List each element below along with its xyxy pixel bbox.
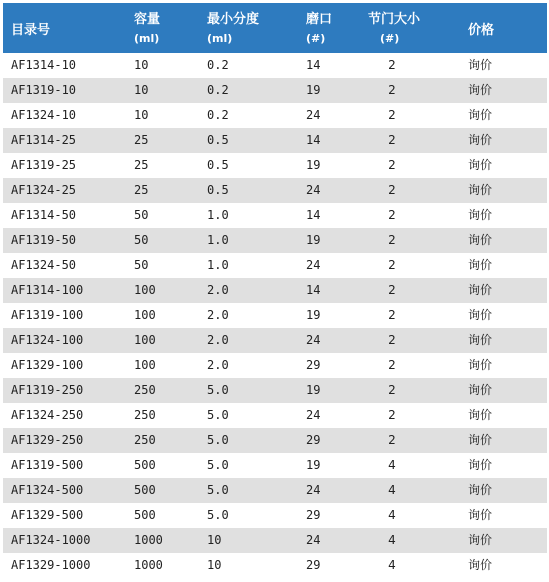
division-cell: 10 <box>207 533 222 547</box>
table-header <box>3 3 547 53</box>
capacity-cell: 10 <box>134 58 149 72</box>
price-cell[interactable]: 询价 <box>468 133 493 147</box>
price-cell[interactable]: 询价 <box>468 383 493 397</box>
table-row <box>3 153 547 178</box>
capacity-cell: 100 <box>134 333 156 347</box>
catalog-cell: AF1319-25 <box>11 158 77 172</box>
table-row <box>3 478 547 503</box>
table-row <box>3 253 547 278</box>
price-cell[interactable]: 询价 <box>468 333 493 347</box>
division-cell: 2.0 <box>207 308 229 322</box>
capacity-cell: 250 <box>134 433 156 447</box>
joint-cell: 24 <box>306 333 321 347</box>
division-cell: 10 <box>207 558 222 572</box>
header-division-label: 最小分度 <box>207 12 260 27</box>
capacity-cell: 100 <box>134 358 156 372</box>
joint-cell: 19 <box>306 83 321 97</box>
division-cell: 5.0 <box>207 383 229 397</box>
catalog-cell: AF1319-10 <box>11 83 77 97</box>
division-cell: 2.0 <box>207 333 229 347</box>
table-row <box>3 178 547 203</box>
joint-cell: 19 <box>306 233 321 247</box>
price-cell[interactable]: 询价 <box>468 83 493 97</box>
division-cell: 0.2 <box>207 83 229 97</box>
catalog-cell: AF1324-25 <box>11 183 77 197</box>
table-row <box>3 528 547 553</box>
division-cell: 5.0 <box>207 408 229 422</box>
joint-size-cell: 2 <box>388 133 396 147</box>
capacity-cell: 10 <box>134 83 149 97</box>
joint-cell: 24 <box>306 108 321 122</box>
capacity-cell: 500 <box>134 508 156 522</box>
table-row <box>3 428 547 453</box>
division-cell: 0.2 <box>207 108 229 122</box>
price-cell[interactable]: 询价 <box>468 533 493 547</box>
joint-size-cell: 4 <box>388 533 396 547</box>
capacity-cell: 1000 <box>134 533 163 547</box>
catalog-cell: AF1314-25 <box>11 133 77 147</box>
header-joint-size-unit: (#) <box>380 32 400 45</box>
joint-cell: 19 <box>306 158 321 172</box>
joint-cell: 19 <box>306 458 321 472</box>
table-row <box>3 378 547 403</box>
price-cell[interactable]: 询价 <box>468 258 493 272</box>
header-catalog-label: 目录号 <box>11 23 51 38</box>
division-cell: 0.2 <box>207 58 229 72</box>
joint-size-cell: 2 <box>388 283 396 297</box>
capacity-cell: 25 <box>134 183 149 197</box>
joint-cell: 14 <box>306 283 321 297</box>
header-joint-size-label: 节门大小 <box>368 12 421 27</box>
catalog-cell: AF1324-100 <box>11 333 84 347</box>
header-joint-label: 磨口 <box>306 12 333 27</box>
price-cell[interactable]: 询价 <box>468 458 493 472</box>
price-cell[interactable]: 询价 <box>468 508 493 522</box>
joint-size-cell: 4 <box>388 483 396 497</box>
joint-size-cell: 2 <box>388 408 396 422</box>
table-row <box>3 303 547 328</box>
price-cell[interactable]: 询价 <box>468 358 493 372</box>
table-row <box>3 553 547 578</box>
capacity-cell: 25 <box>134 158 149 172</box>
joint-size-cell: 4 <box>388 508 396 522</box>
joint-size-cell: 2 <box>388 233 396 247</box>
joint-size-cell: 2 <box>388 308 396 322</box>
table-row <box>3 128 547 153</box>
capacity-cell: 50 <box>134 258 149 272</box>
price-cell[interactable]: 询价 <box>468 483 493 497</box>
table-row <box>3 453 547 478</box>
joint-cell: 29 <box>306 508 321 522</box>
division-cell: 5.0 <box>207 508 229 522</box>
division-cell: 5.0 <box>207 433 229 447</box>
price-cell[interactable]: 询价 <box>468 283 493 297</box>
table-row <box>3 503 547 528</box>
joint-size-cell: 2 <box>388 58 396 72</box>
joint-cell: 14 <box>306 133 321 147</box>
catalog-cell: AF1319-500 <box>11 458 84 472</box>
table-body <box>3 53 547 578</box>
price-cell[interactable]: 询价 <box>468 58 493 72</box>
joint-cell: 14 <box>306 208 321 222</box>
division-cell: 5.0 <box>207 458 229 472</box>
header-capacity-unit: (ml) <box>134 32 160 45</box>
joint-size-cell: 4 <box>388 458 396 472</box>
table-row <box>3 353 547 378</box>
table-row <box>3 78 547 103</box>
joint-cell: 14 <box>306 58 321 72</box>
capacity-cell: 10 <box>134 108 149 122</box>
table-row <box>3 328 547 353</box>
joint-cell: 29 <box>306 558 321 572</box>
table-row <box>3 203 547 228</box>
catalog-cell: AF1329-100 <box>11 358 84 372</box>
capacity-cell: 100 <box>134 283 156 297</box>
joint-cell: 19 <box>306 308 321 322</box>
joint-size-cell: 2 <box>388 333 396 347</box>
price-cell[interactable]: 询价 <box>468 208 493 222</box>
catalog-cell: AF1319-50 <box>11 233 77 247</box>
catalog-cell: AF1314-50 <box>11 208 77 222</box>
division-cell: 1.0 <box>207 208 229 222</box>
table-row <box>3 53 547 78</box>
table-row <box>3 403 547 428</box>
division-cell: 5.0 <box>207 483 229 497</box>
joint-size-cell: 4 <box>388 558 396 572</box>
header-joint-unit: (#) <box>306 32 326 45</box>
capacity-cell: 50 <box>134 208 149 222</box>
joint-cell: 24 <box>306 183 321 197</box>
division-cell: 2.0 <box>207 358 229 372</box>
catalog-cell: AF1329-1000 <box>11 558 91 572</box>
joint-size-cell: 2 <box>388 83 396 97</box>
price-cell[interactable]: 询价 <box>468 233 493 247</box>
joint-cell: 24 <box>306 483 321 497</box>
capacity-cell: 25 <box>134 133 149 147</box>
joint-size-cell: 2 <box>388 108 396 122</box>
division-cell: 1.0 <box>207 258 229 272</box>
joint-size-cell: 2 <box>388 358 396 372</box>
joint-cell: 29 <box>306 358 321 372</box>
catalog-cell: AF1324-50 <box>11 258 77 272</box>
catalog-cell: AF1314-100 <box>11 283 84 297</box>
joint-cell: 29 <box>306 433 321 447</box>
division-cell: 2.0 <box>207 283 229 297</box>
joint-cell: 19 <box>306 383 321 397</box>
catalog-cell: AF1324-10 <box>11 108 77 122</box>
joint-size-cell: 2 <box>388 433 396 447</box>
table-row <box>3 228 547 253</box>
joint-size-cell: 2 <box>388 158 396 172</box>
price-cell[interactable]: 询价 <box>468 433 493 447</box>
price-cell[interactable]: 询价 <box>468 308 493 322</box>
joint-size-cell: 2 <box>388 183 396 197</box>
header-capacity-label: 容量 <box>134 12 161 27</box>
capacity-cell: 500 <box>134 483 156 497</box>
catalog-cell: AF1324-500 <box>11 483 84 497</box>
header-price-label: 价格 <box>468 23 495 38</box>
division-cell: 0.5 <box>207 133 229 147</box>
joint-cell: 24 <box>306 533 321 547</box>
capacity-cell: 250 <box>134 408 156 422</box>
catalog-cell: AF1324-1000 <box>11 533 91 547</box>
joint-cell: 24 <box>306 258 321 272</box>
capacity-cell: 50 <box>134 233 149 247</box>
table-row <box>3 278 547 303</box>
catalog-cell: AF1329-500 <box>11 508 84 522</box>
joint-size-cell: 2 <box>388 258 396 272</box>
product-table <box>3 3 547 578</box>
catalog-cell: AF1324-250 <box>11 408 84 422</box>
division-cell: 1.0 <box>207 233 229 247</box>
division-cell: 0.5 <box>207 183 229 197</box>
capacity-cell: 100 <box>134 308 156 322</box>
capacity-cell: 1000 <box>134 558 163 572</box>
price-cell[interactable]: 询价 <box>468 408 493 422</box>
catalog-cell: AF1314-10 <box>11 58 77 72</box>
capacity-cell: 500 <box>134 458 156 472</box>
catalog-cell: AF1319-250 <box>11 383 84 397</box>
catalog-cell: AF1319-100 <box>11 308 84 322</box>
price-cell[interactable]: 询价 <box>468 108 493 122</box>
joint-cell: 24 <box>306 408 321 422</box>
price-cell[interactable]: 询价 <box>468 183 493 197</box>
header-division-unit: (ml) <box>207 32 233 45</box>
capacity-cell: 250 <box>134 383 156 397</box>
catalog-cell: AF1329-250 <box>11 433 84 447</box>
table-row <box>3 103 547 128</box>
joint-size-cell: 2 <box>388 383 396 397</box>
division-cell: 0.5 <box>207 158 229 172</box>
price-cell[interactable]: 询价 <box>468 558 493 572</box>
joint-size-cell: 2 <box>388 208 396 222</box>
price-cell[interactable]: 询价 <box>468 158 493 172</box>
